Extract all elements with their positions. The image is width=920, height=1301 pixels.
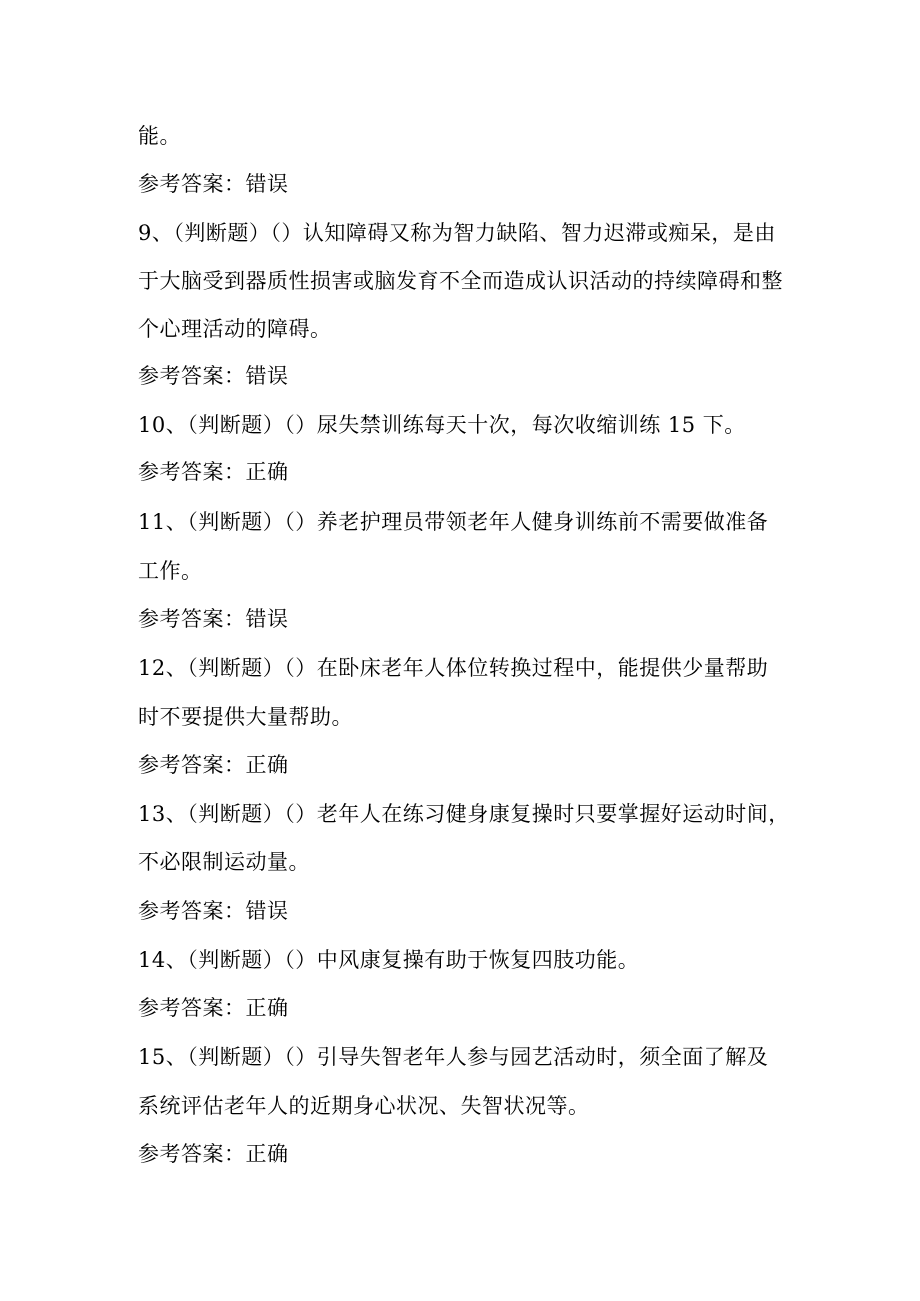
answer-line: 参考答案：正确 <box>138 460 289 484</box>
answer-line: 参考答案：错误 <box>138 364 289 388</box>
question-line: 10、（判断题）（）尿失禁训练每天十次，每次收缩训练 15 下。 <box>138 413 746 437</box>
question-line: 15、（判断题）（）引导失智老年人参与园艺活动时，须全面了解及 <box>138 1045 769 1069</box>
question-line: 13、（判断题）（）老年人在练习健身康复操时只要掌握好运动时间， <box>138 802 790 826</box>
question-line: 12、（判断题）（）在卧床老年人体位转换过程中，能提供少量帮助 <box>138 656 769 680</box>
answer-line: 参考答案：错误 <box>138 607 289 631</box>
question-line: 于大脑受到器质性损害或脑发育不全而造成认识活动的持续障碍和整 <box>138 269 783 293</box>
question-line: 14、（判断题）（）中风康复操有助于恢复四肢功能。 <box>138 948 640 972</box>
question-line: 工作。 <box>138 559 203 583</box>
question-line: 11、（判断题）（）养老护理员带领老年人健身训练前不需要做准备 <box>138 510 769 534</box>
answer-line: 参考答案：正确 <box>138 996 289 1020</box>
answer-line: 参考答案：错误 <box>138 899 289 923</box>
answer-line: 参考答案：正确 <box>138 1142 289 1166</box>
question-line: 系统评估老年人的近期身心状况、失智状况等。 <box>138 1094 590 1118</box>
question-line: 时不要提供大量帮助。 <box>138 705 353 729</box>
question-line: 个心理活动的障碍。 <box>138 317 332 341</box>
answer-line: 参考答案：正确 <box>138 753 289 777</box>
question-line: 9、（判断题）（）认知障碍又称为智力缺陷、智力迟滞或痴呆，是由 <box>138 221 776 245</box>
text-line: 能。 <box>138 124 181 148</box>
answer-line: 参考答案：错误 <box>138 172 289 196</box>
question-line: 不必限制运动量。 <box>138 850 310 874</box>
